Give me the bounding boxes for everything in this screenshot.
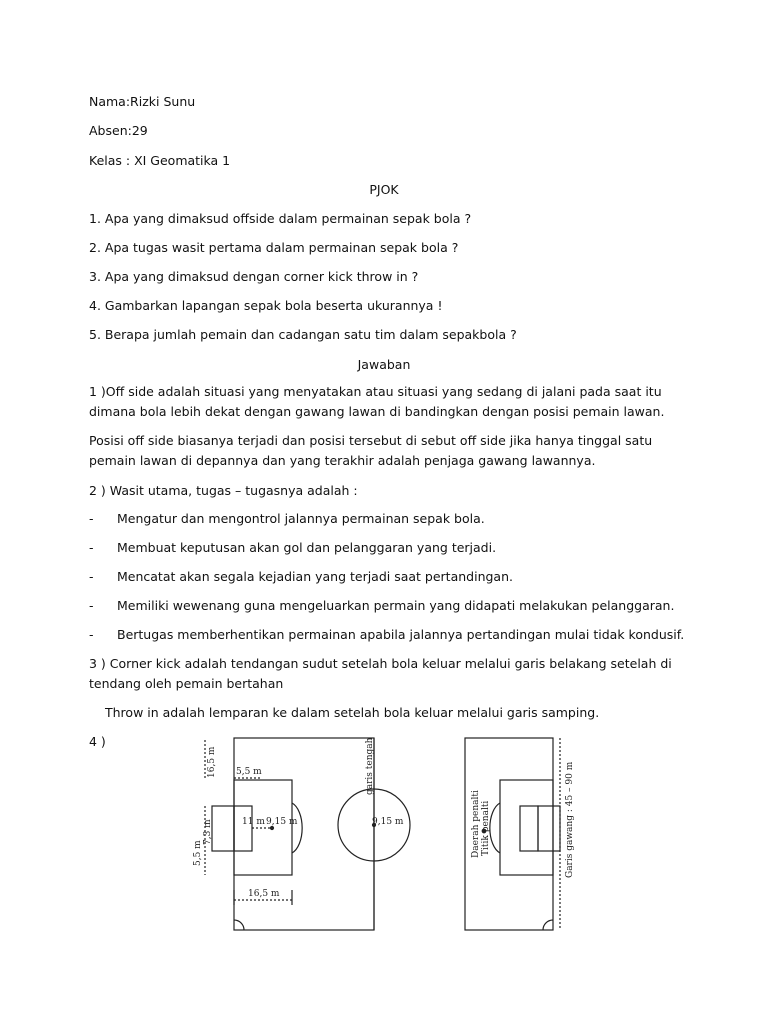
subject-title: PJOK <box>369 182 399 197</box>
right-penalty-area <box>500 780 553 875</box>
corner-arc-bottom-right <box>543 920 553 930</box>
list-item-text: Memiliki wewenang guna mengeluarkan permain yang didapati melakukan pelanggaran. <box>117 598 675 613</box>
label-titik-penalti: Titik penalti <box>481 800 491 856</box>
label-garis-tengah: garis tengah <box>365 737 375 795</box>
right-penalty-arc <box>490 803 500 853</box>
label-11: 11 m <box>242 817 265 827</box>
bullet-dash: - <box>89 511 94 526</box>
question-5: 5. Berapa jumlah pemain dan cadangan satu tim dalam sepakbola ? <box>89 327 517 342</box>
list-item-text: Mengatur dan mengontrol jalannya permainan sepak bola. <box>117 511 485 526</box>
question-2: 2. Apa tugas wasit pertama dalam permainan sepak bola ? <box>89 240 459 255</box>
list-item-text: Mencatat akan segala kejadian yang terjadi saat pertandingan. <box>117 569 513 584</box>
left-penalty-arc <box>292 803 302 853</box>
answers-heading: Jawaban <box>357 357 411 372</box>
right-goal-area <box>520 806 538 851</box>
student-name: Nama:Rizki Sunu <box>89 94 196 109</box>
question-1: 1. Apa yang dimaksud offside dalam permainan sepak bola ? <box>89 211 472 226</box>
label-9-15-left: 9,15 m <box>266 817 298 827</box>
question-3: 3. Apa yang dimaksud dengan corner kick throw in ? <box>89 269 419 284</box>
answer-1-paragraph-1: 1 )Off side adalah situasi yang menyatakan atau situasi yang sedang di jalani pada saat itu dimana bola lebih dekat dengan gawang lawan di bandingkan dengan posisi pemain lawan. <box>89 384 665 419</box>
answer-3-paragraph-1: 3 ) Corner kick adalah tendangan sudut setelah bola keluar melalui garis belakang setelah di tendang oleh pemain bertahan <box>89 656 672 691</box>
student-class: Kelas : XI Geomatika 1 <box>89 153 231 168</box>
label-9-15-center: 9,15 m <box>372 817 404 827</box>
label-16-5-vertical: 16,5 m <box>207 746 217 778</box>
corner-arc-bottom-left <box>234 920 244 930</box>
left-goal <box>212 806 234 851</box>
answer-3-paragraph-2: Throw in adalah lemparan ke dalam setelah bola keluar melalui garis samping. <box>105 705 600 720</box>
list-item-text: Bertugas memberhentikan permainan apabila jalannya pertandingan mulai tidak kondusif. <box>117 627 685 642</box>
bullet-dash: - <box>89 627 94 642</box>
right-goal <box>538 806 560 851</box>
bullet-dash: - <box>89 540 94 555</box>
label-16-5-horizontal: 16,5 m <box>248 889 280 899</box>
question-4: 4. Gambarkan lapangan sepak bola beserta ukurannya ! <box>89 298 443 313</box>
list-item-text: Membuat keputusan akan gol dan pelanggaran yang terjadi. <box>117 540 497 555</box>
label-7-3: 7,3 m <box>203 819 213 845</box>
bullet-dash: - <box>89 598 94 613</box>
label-daerah-penalti: Daerah penalti <box>471 790 481 858</box>
left-penalty-area <box>234 780 292 875</box>
label-garis-gawang: Garis gawang : 45 – 90 m <box>565 761 575 878</box>
bullet-dash: - <box>89 569 94 584</box>
answer-4-label: 4 ) <box>89 734 106 749</box>
left-goal-area <box>234 806 252 851</box>
answer-1-paragraph-2: Posisi off side biasanya terjadi dan posisi tersebut di sebut off side jika hanya tinggal satu pemain lawan di depannya dan yang terakhir adalah penjaga gawang lawannya. <box>89 433 653 468</box>
answer-2-intro: 2 ) Wasit utama, tugas – tugasnya adalah : <box>89 483 358 498</box>
student-absen: Absen:29 <box>89 123 148 138</box>
label-5-5: 5,5 m <box>236 767 262 777</box>
label-5-5-vertical: 5,5 m <box>193 840 203 866</box>
